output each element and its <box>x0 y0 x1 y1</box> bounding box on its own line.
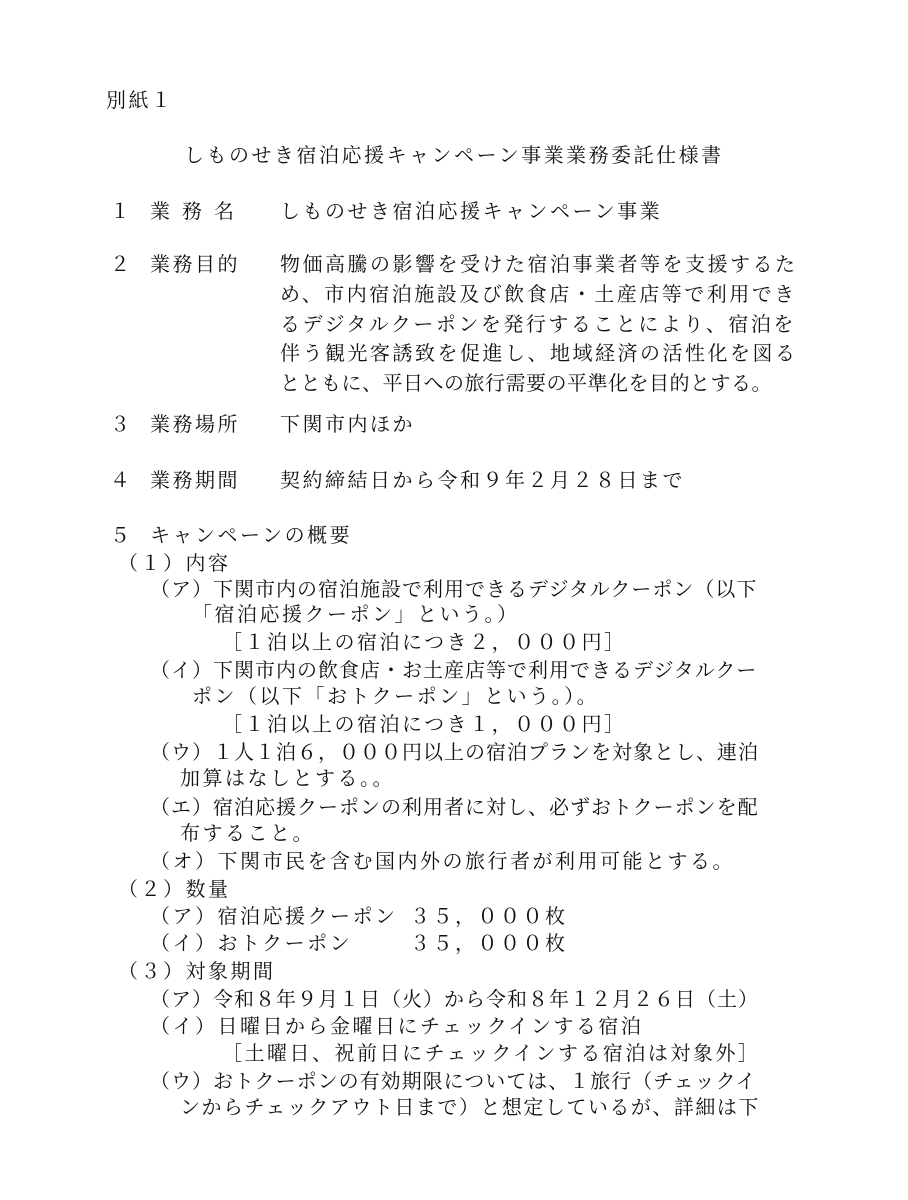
section-3-text: 下関市内ほか <box>280 412 415 436</box>
section-2-text-line: 物価高騰の影響を受けた宿泊事業者等を支援するた <box>280 252 798 276</box>
quantity-item-label: （イ）おトクーポン <box>150 931 353 955</box>
section-1-heading: 業務名 <box>150 199 246 223</box>
section-2-heading: 業務目的 <box>150 252 240 276</box>
section-4-heading: 業務期間 <box>150 468 240 492</box>
section-5-heading: キャンペーンの概要 <box>150 523 353 547</box>
content-item-a: （ア）下関市内の宿泊施設で利用できるデジタルクーポン（以下 <box>150 577 758 601</box>
section-2-text-line: るデジタルクーポンを発行することにより、宿泊を <box>280 312 796 336</box>
period-item-b-note: ［土曜日、祝前日にチェックインする宿泊は対象外］ <box>222 1041 761 1065</box>
section-4-number: ４ <box>110 468 133 492</box>
content-item-b-cont: ポン（以下「おトクーポン」という。）。 <box>192 684 600 708</box>
content-item-d-cont: 布すること。 <box>180 821 315 845</box>
period-item-c-cont: ンからチェックアウト日まで）と想定しているが、詳細は下 <box>180 1095 760 1119</box>
content-item-b-amount: ［１泊以上の宿泊につき１，０００円］ <box>222 712 627 736</box>
section-5-number: ５ <box>110 523 133 547</box>
period-item-b: （イ）日曜日から金曜日にチェックインする宿泊 <box>150 1014 644 1038</box>
section-2-text-line: とともに、平日への旅行需要の平準化を目的とする。 <box>280 371 772 395</box>
quantity-item-label: （ア）宿泊応援クーポン <box>150 904 398 928</box>
section-1-number: １ <box>110 199 133 223</box>
section-3-number: ３ <box>110 412 133 436</box>
section-4-text: 契約締結日から令和９年２月２８日まで <box>280 468 685 492</box>
section-1-text: しものせき宿泊応援キャンペーン事業 <box>280 199 663 223</box>
section-3-heading: 業務場所 <box>150 412 240 436</box>
subsection-content-label: （１）内容 <box>118 551 231 575</box>
quantity-item-value: ３５，０００枚 <box>410 931 568 955</box>
section-2-text-line: め、市内宿泊施設及び飲食店・土産店等で利用でき <box>280 282 797 306</box>
quantity-item-value: ３５，０００枚 <box>410 904 568 928</box>
content-item-b: （イ）下関市内の飲食店・お土産店等で利用できるデジタルクー <box>150 658 758 682</box>
subsection-quantity-label: （２）数量 <box>118 877 231 901</box>
section-2-text-line: 伴う観光客誘致を促進し、地域経済の活性化を図る <box>280 341 798 365</box>
content-item-d: （エ）宿泊応援クーポンの利用者に対し、必ずおトクーポンを配 <box>150 795 759 819</box>
document-title: しものせき宿泊応援キャンペーン事業業務委託仕様書 <box>184 143 724 167</box>
section-2-number: ２ <box>110 252 133 276</box>
content-item-e: （オ）下関市民を含む国内外の旅行者が利用可能とする。 <box>150 849 735 873</box>
period-item-c: （ウ）おトクーポンの有効期限については、１旅行（チェックイ <box>150 1069 757 1093</box>
period-item-a: （ア）令和８年９月１日（火）から令和８年１２月２６日（土） <box>150 987 759 1011</box>
content-item-a-amount: ［１泊以上の宿泊につき２，０００円］ <box>222 630 627 654</box>
subsection-period-label: （３）対象期間 <box>118 959 276 983</box>
attachment-label: 別紙１ <box>106 88 174 112</box>
content-item-c: （ウ）１人１泊６，０００円以上の宿泊プランを対象とし、連泊 <box>150 740 759 764</box>
content-item-c-cont: 加算はなしとする。。 <box>180 766 395 790</box>
content-item-a-cont: 「宿泊応援クーポン」という。） <box>192 602 520 626</box>
